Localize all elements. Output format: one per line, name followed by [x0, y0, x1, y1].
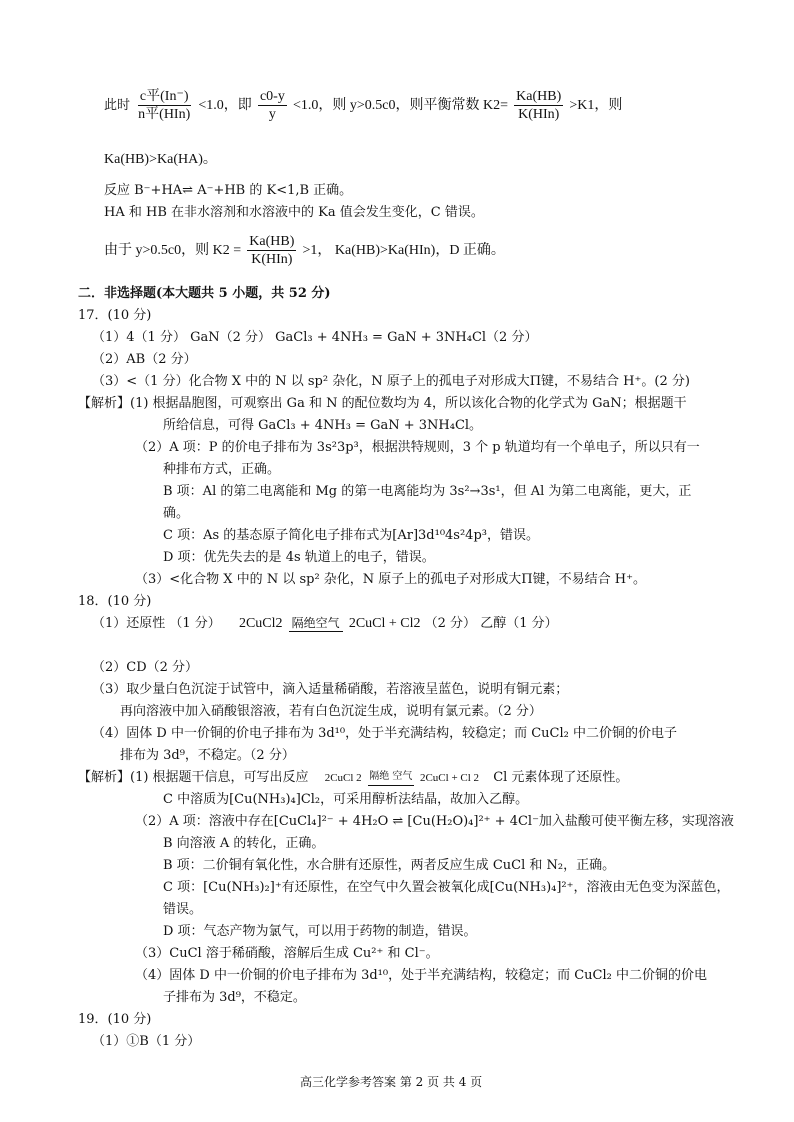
q18-explanation: C 项：[Cu(NH₃)₂]⁺有还原性，在空气中久置会被氧化成[Cu(NH₃)₄]²⁺，溶液由无色变为深蓝色，: [163, 880, 730, 895]
q18-explanation: C 中溶质为[Cu(NH₃)₄]Cl₂，可采用醇析法结晶，故加入乙醇。: [163, 792, 529, 807]
q18-answer-4: （4）固体 D 中一价铜的价电子排布为 3d¹⁰，处于半充满结构，较稳定；而 CuCl₂ 中二价铜的价电子: [92, 726, 678, 741]
q18-answer-3: 再向溶液中加入硝酸银溶液，若有白色沉淀生成，说明有氯元素。（2 分）: [120, 704, 542, 719]
q18-explanation: （4）固体 D 中一价铜的价电子排布为 3d¹⁰，处于半充满结构，较稳定；而 CuCl₂ 中二价铜的价电: [135, 968, 708, 983]
derivation-line-2: Ka(HB)>Ka(HA)。: [104, 152, 217, 167]
text: >K1，则: [569, 98, 623, 113]
derivation-line-1: [104, 88, 622, 123]
fraction-concentration: $\frac{\text{c平(In⁻)}}{\text{n平(HIn)}}$: [138, 89, 191, 122]
q18-explanation: B 项：二价铜有氧化性，水合肼有还原性，两者反应生成 CuCl 和 N₂，正确。: [163, 858, 616, 873]
section-heading: 二．非选择题(本大题共 5 小题，共 52 分): [78, 286, 331, 301]
q17-answer-2: （2）AB（2 分）: [92, 352, 197, 367]
q18-answer-1: （1）还原性 （1 分） 2CuCl2 隔绝空气 2CuCl + Cl2 （2 分） 乙醇（1 分）: [92, 615, 558, 631]
text: <1.0，即: [198, 98, 252, 113]
page-footer: 高三化学参考答案 第 2 页 共 4 页: [300, 1075, 483, 1089]
q17-explanation: 确。: [163, 506, 190, 521]
q17-explanation: 【解析】(1) 根据晶胞图，可观察出 Ga 和 N 的配位数均为 4，所以该化合物的化学式为 GaN；根据题干: [78, 396, 687, 411]
q18-explanation: （3）CuCl 溶于稀硝酸，溶解后生成 Cu²⁺ 和 Cl⁻。: [135, 946, 439, 961]
reaction-arrow: 隔绝 空气: [368, 770, 414, 786]
q18-explanation: 子排布为 3d⁹，不稳定。: [163, 990, 306, 1005]
q17-explanation: 所给信息，可得 GaCl₃ + 4NH₃ = GaN + 3NH₄Cl。: [163, 418, 483, 433]
q17-explanation: C 项：As 的基态原子简化电子排布式为[Ar]3d¹⁰4s²4p³，错误。: [163, 528, 539, 543]
q18-explanation: D 项：气态产物为氯气，可以用于药物的制造，错误。: [163, 924, 477, 939]
q18-explanation: 错误。: [163, 902, 203, 917]
text: 此时: [104, 98, 131, 113]
q18-explanation: 【解析】(1) 根据题干信息，可写出反应 2CuCl 2 隔绝 空气 2CuCl + Cl 2 Cl 元素体现了还原性。: [78, 770, 629, 785]
q19-answer-1: （1）①B（1 分）: [92, 1034, 201, 1049]
q19-heading: 19．(10 分): [78, 1012, 152, 1027]
q17-answer-3: （3）<（1 分）化合物 X 中的 N 以 sp² 杂化，N 原子上的孤电子对形成大Π键，不易结合 H⁺。(2 分): [92, 374, 690, 389]
q17-explanation: （2）A 项：P 的价电子排布为 3s²3p³，根据洪特规则，3 个 p 轨道均有一个单电子，所以只有一: [135, 440, 700, 455]
fraction-ka-over-k: $\frac{Ka(HB)}{\text{K(HIn)}}$: [249, 234, 295, 267]
text-line: 反应 B⁻+HA⇌ A⁻+HB 的 K<1,B 正确。: [104, 183, 353, 198]
text-line: HA 和 HB 在非水溶剂和水溶液中的 Ka 值会发生变化，C 错误。: [104, 205, 484, 220]
q18-explanation: B 向溶液 A 的转化，正确。: [163, 836, 325, 851]
fraction-ka-over-k: $\frac{Ka(HB)}{\text{K(HIn)}}$: [516, 89, 562, 122]
q18-answer-4: 排布为 3d⁹，不稳定。（2 分）: [120, 748, 295, 763]
q18-heading: 18．(10 分): [78, 594, 152, 609]
q17-answer-1: （1）4（1 分） GaN（2 分） GaCl₃ + 4NH₃ = GaN + 3NH₄Cl（2 分）: [92, 330, 538, 345]
q18-answer-2: （2）CD（2 分）: [92, 660, 199, 675]
text: <1.0，则 y>0.5c0，则平衡常数 K2=: [292, 98, 508, 113]
q17-explanation: B 项：Al 的第二电离能和 Mg 的第一电离能均为 3s²→3s¹，但 Al 为第二电离能，更大，正: [163, 484, 692, 499]
derivation-line-d: 由于 y>0.5c0，则 K2 = $\frac{Ka(HB)}{\text{K(HIn)}}$ >1， Ka(HB)>Ka(HIn)，D 正确。: [104, 234, 505, 267]
fraction-c0-y: $\frac{c0-y}{y}$: [259, 89, 285, 122]
q17-explanation: 种排布方式，正确。: [163, 462, 281, 477]
q18-explanation: （2）A 项：溶液中存在[CuCl₄]²⁻ + 4H₂O ⇌ [Cu(H₂O)₄]²⁺ + 4Cl⁻加入盐酸可使平衡左移，实现溶液: [135, 814, 734, 829]
reaction-arrow: 隔绝空气: [289, 616, 343, 632]
q17-explanation: D 项：优先失去的是 4s 轨道上的电子，错误。: [163, 550, 435, 565]
q18-answer-3: （3）取少量白色沉淀于试管中，滴入适量稀硝酸，若溶液呈蓝色，说明有铜元素；: [92, 682, 569, 697]
q17-explanation: （3）<化合物 X 中的 N 以 sp² 杂化，N 原子上的孤电子对形成大Π键，不易结合 H⁺。: [135, 572, 646, 587]
q17-heading: 17．(10 分): [78, 308, 152, 323]
